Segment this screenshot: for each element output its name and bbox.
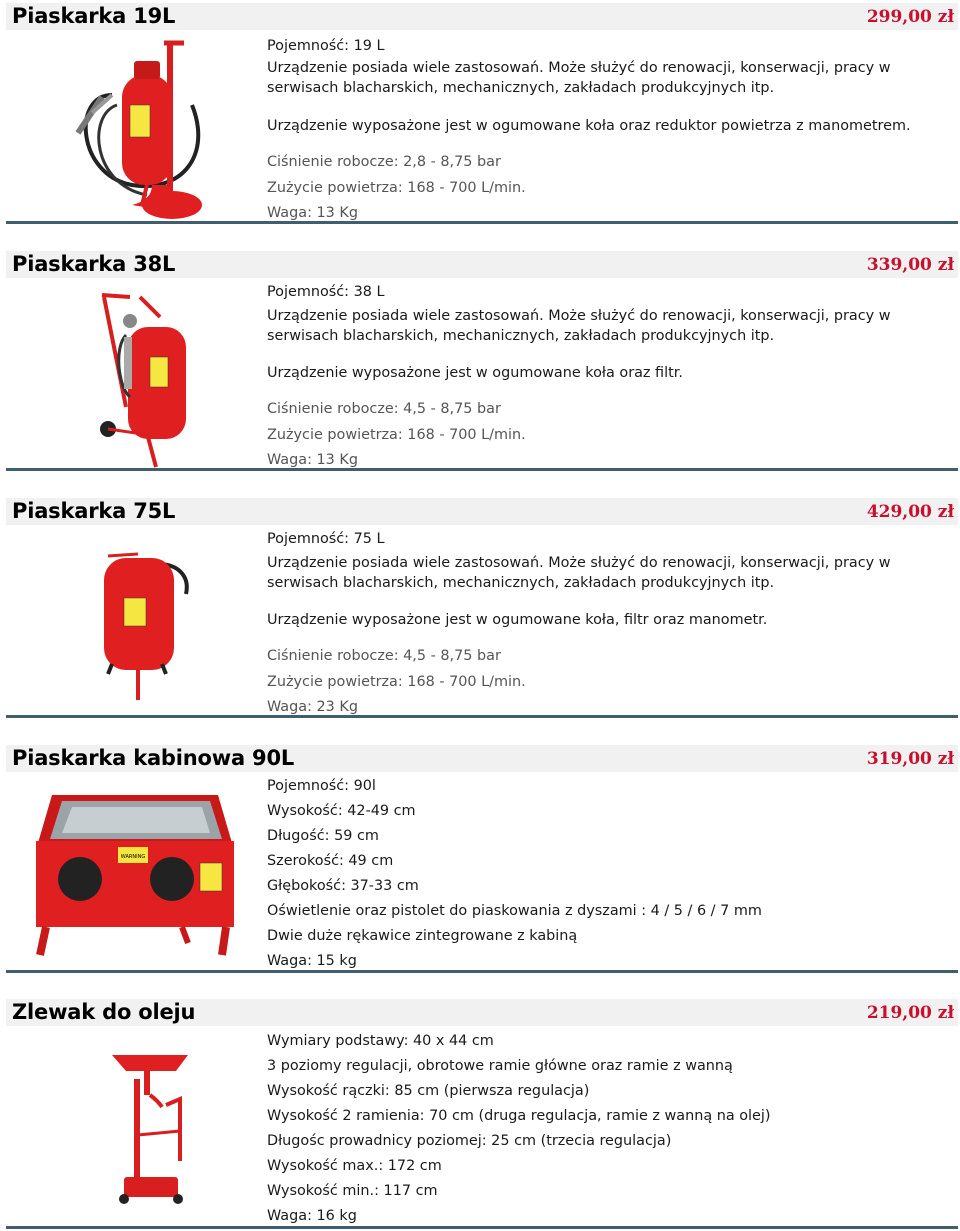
- product-piaskarka-kabinowa-90l: [6, 745, 958, 977]
- spec-description: Urządzenie posiada wiele zastosowań. Może służyć do renowacji, konserwacji, pracy w serwisach blacharskich, mechanicznych, zakładach produkcyjnych itp.: [267, 555, 891, 591]
- spec-line: Urządzenie wyposażone jest w ogumowane koła, filtr oraz manometr.: [267, 612, 768, 628]
- product-piaskarka-75l: [6, 498, 958, 720]
- spec-line: Wysokość rączki: 85 cm (pierwsza regulacja): [267, 1083, 590, 1099]
- spec-line: Dwie duże rękawice zintegrowane z kabiną: [267, 928, 578, 944]
- product-header: [6, 251, 958, 278]
- product-header: [6, 498, 958, 525]
- spec-line: Długośc prowadnicy poziomej: 25 cm (trzecia regulacja): [267, 1133, 672, 1149]
- spec-line: Oświetlenie oraz pistolet do piaskowania z dyszami : 4 / 5 / 6 / 7 mm: [267, 903, 762, 919]
- spec-line: Ciśnienie robocze: 2,8 - 8,75 bar: [267, 154, 501, 170]
- sandblaster-75l-icon: [98, 546, 196, 702]
- spec-line: Ciśnienie robocze: 4,5 - 8,75 bar: [267, 401, 501, 417]
- spec-line: Wysokość max.: 172 cm: [267, 1158, 442, 1174]
- spec-line: Ciśnienie robocze: 4,5 - 8,75 bar: [267, 648, 501, 664]
- spec-line: Zużycie powietrza: 168 - 700 L/min.: [267, 427, 526, 443]
- product-header: [6, 745, 958, 772]
- spec-line: Wymiary podstawy: 40 x 44 cm: [267, 1033, 494, 1049]
- spec-line: Szerokość: 49 cm: [267, 853, 394, 869]
- product-header: [6, 999, 958, 1026]
- spec-line: Wysokość min.: 117 cm: [267, 1183, 438, 1199]
- product-price: 429,00 zł: [866, 502, 954, 522]
- spec-line: Pojemność: 19 L: [267, 38, 385, 54]
- product-zlewak-do-oleju: [6, 999, 958, 1229]
- sandblaster-19l-icon: [72, 35, 222, 221]
- spec-line: 3 poziomy regulacji, obrotowe ramie główne oraz ramie z wanną: [267, 1058, 733, 1074]
- product-price: 219,00 zł: [866, 1003, 954, 1023]
- spec-line: Waga: 15 kg: [267, 953, 357, 969]
- product-piaskarka-19l: [6, 3, 958, 225]
- sandblaster-38l-icon: [90, 287, 200, 471]
- spec-line: Zużycie powietrza: 168 - 700 L/min.: [267, 180, 526, 196]
- sandblast-cabinet-icon: [32, 783, 238, 959]
- product-price: 299,00 zł: [866, 7, 954, 27]
- spec-line: Urządzenie wyposażone jest w ogumowane koła oraz filtr.: [267, 365, 683, 381]
- spec-line: Waga: 23 Kg: [267, 699, 358, 715]
- spec-line: Długość: 59 cm: [267, 828, 379, 844]
- product-title: Piaskarka 38L: [12, 252, 176, 276]
- section-divider: [6, 1226, 958, 1229]
- cabinet-label: WARNING: [120, 854, 146, 860]
- product-piaskarka-38l: [6, 251, 958, 473]
- spec-description: Urządzenie posiada wiele zastosowań. Może służyć do renowacji, konserwacji, pracy w serwisach blacharskich, mechanicznych, zakładach produkcyjnych itp.: [267, 60, 891, 96]
- product-title: Zlewak do oleju: [12, 1000, 196, 1024]
- oil-drain-icon: [110, 1051, 192, 1207]
- spec-line: Pojemność: 75 L: [267, 531, 385, 547]
- spec-line: Wysokość: 42-49 cm: [267, 803, 416, 819]
- product-price: 339,00 zł: [866, 255, 954, 275]
- product-price: 319,00 zł: [866, 749, 954, 769]
- section-divider: [6, 715, 958, 718]
- product-title: Piaskarka kabinowa 90L: [12, 746, 295, 770]
- spec-line: Zużycie powietrza: 168 - 700 L/min.: [267, 674, 526, 690]
- section-divider: [6, 970, 958, 973]
- spec-line: Urządzenie wyposażone jest w ogumowane koła oraz reduktor powietrza z manometrem.: [267, 118, 911, 134]
- spec-description: Urządzenie posiada wiele zastosowań. Może służyć do renowacji, konserwacji, pracy w serwisach blacharskich, mechanicznych, zakładach produkcyjnych itp.: [267, 308, 891, 344]
- section-divider: [6, 468, 958, 471]
- spec-line: Pojemność: 38 L: [267, 284, 385, 300]
- spec-line: Wysokość 2 ramienia: 70 cm (druga regulacja, ramie z wanną na olej): [267, 1108, 771, 1124]
- spec-line: Pojemność: 90l: [267, 778, 376, 794]
- spec-line: Waga: 13 Kg: [267, 452, 358, 468]
- product-title: Piaskarka 75L: [12, 499, 176, 523]
- section-divider: [6, 221, 958, 224]
- spec-line: Głębokość: 37-33 cm: [267, 878, 419, 894]
- product-title: Piaskarka 19L: [12, 4, 176, 28]
- product-header: [6, 3, 958, 30]
- spec-line: Waga: 13 Kg: [267, 205, 358, 221]
- spec-line: Waga: 16 kg: [267, 1208, 357, 1224]
